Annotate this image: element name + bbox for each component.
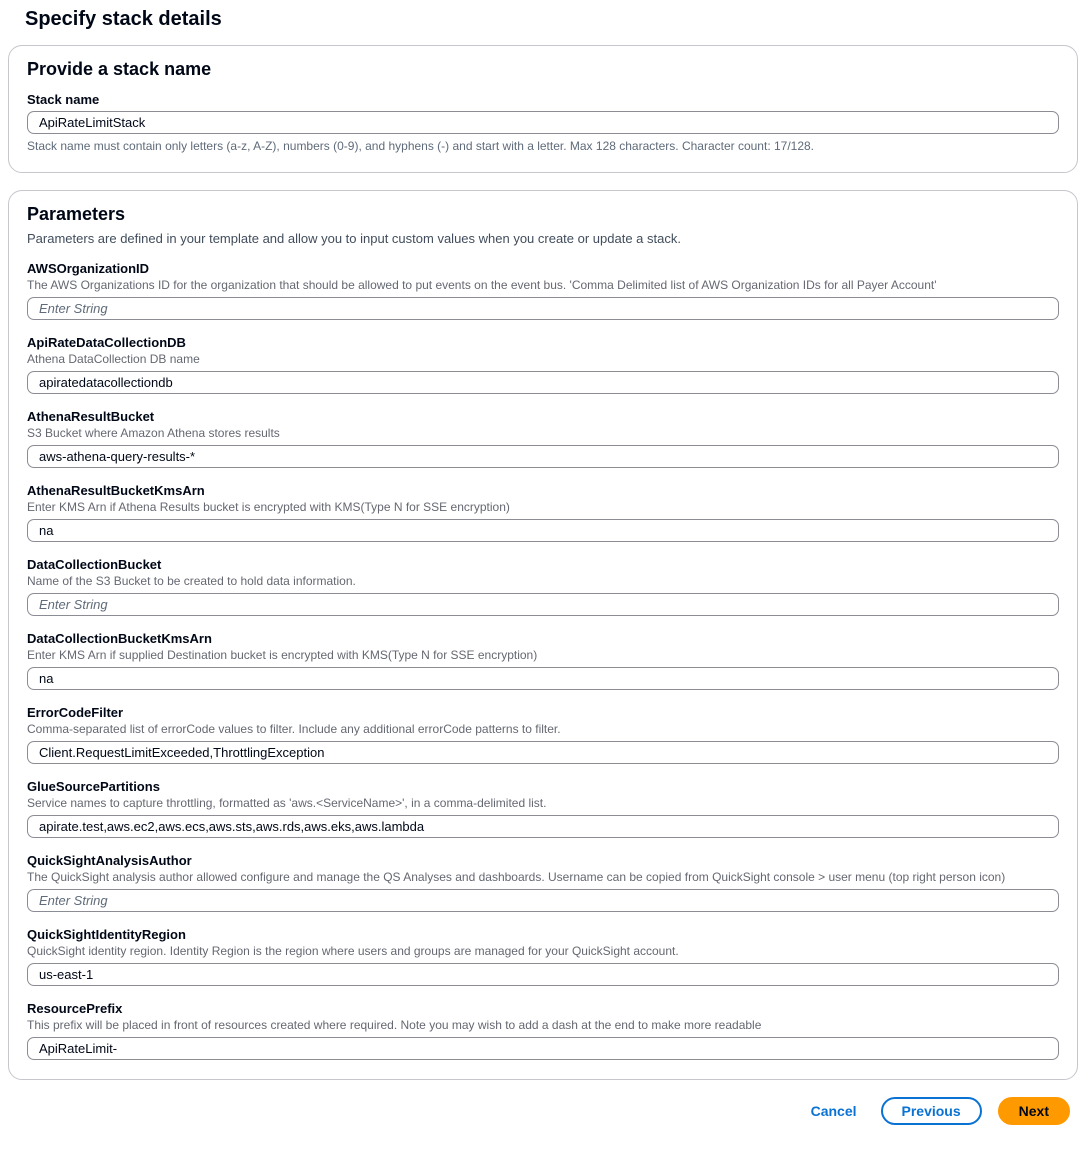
- parameter-name: AWSOrganizationID: [27, 261, 150, 276]
- parameter-field: [27, 705, 1059, 764]
- parameter-input[interactable]: [27, 371, 1059, 394]
- stack-name-help-text: Stack name must contain only letters (a-z, A-Z), numbers (0-9), and hyphens (-) and start with a letter. Max 128 characters. Character count: 17/128.: [27, 139, 815, 153]
- parameter-field: [27, 483, 1059, 542]
- parameter-input[interactable]: [27, 741, 1059, 764]
- parameter-description: Service names to capture throttling, formatted as 'aws.<ServiceName>', in a comma-delimited list.: [27, 796, 547, 810]
- parameter-name: AthenaResultBucketKmsArn: [27, 483, 205, 498]
- parameter-description: Enter KMS Arn if Athena Results bucket is encrypted with KMS(Type N for SSE encryption): [27, 500, 510, 514]
- stack-name-label: Stack name: [27, 92, 100, 107]
- parameter-name: QuickSightAnalysisAuthor: [27, 853, 192, 868]
- parameter-input[interactable]: [27, 815, 1059, 838]
- parameter-description: S3 Bucket where Amazon Athena stores results: [27, 426, 280, 440]
- parameter-description: This prefix will be placed in front of resources created where required. Note you may wish to add a dash at the end to make more readable: [27, 1018, 762, 1032]
- parameter-field: [27, 335, 1059, 394]
- parameter-field: [27, 409, 1059, 468]
- next-button[interactable]: Next: [998, 1097, 1070, 1125]
- parameter-description: Enter KMS Arn if supplied Destination bucket is encrypted with KMS(Type N for SSE encryption): [27, 648, 538, 662]
- cancel-button[interactable]: Cancel: [810, 1103, 857, 1119]
- parameter-description: QuickSight identity region. Identity Region is the region where users and groups are managed for your QuickSight account.: [27, 944, 679, 958]
- stack-name-card-heading: Provide a stack name: [27, 59, 212, 79]
- parameter-name: ApiRateDataCollectionDB: [27, 335, 186, 350]
- parameter-name: ResourcePrefix: [27, 1001, 123, 1016]
- parameter-name: GlueSourcePartitions: [27, 779, 160, 794]
- parameter-fields-list: [27, 261, 1059, 1060]
- parameter-description: Name of the S3 Bucket to be created to hold data information.: [27, 574, 356, 588]
- parameter-input[interactable]: [27, 889, 1059, 912]
- parameter-field: [27, 853, 1059, 912]
- parameters-card-description: Parameters are defined in your template and allow you to input custom values when you create or update a stack.: [27, 231, 681, 246]
- parameter-description: Athena DataCollection DB name: [27, 352, 200, 366]
- parameter-field: [27, 261, 1059, 320]
- parameter-name: ErrorCodeFilter: [27, 705, 124, 720]
- footer-actions: [0, 1097, 1070, 1125]
- parameter-field: [27, 779, 1059, 838]
- parameters-card: [8, 190, 1078, 1080]
- parameter-input[interactable]: [27, 1037, 1059, 1060]
- parameter-name: DataCollectionBucket: [27, 557, 162, 572]
- parameter-description: The AWS Organizations ID for the organization that should be allowed to put events on the event bus. 'Comma Delimited list of AWS Organization IDs for all Payer Account': [27, 278, 937, 292]
- parameter-field: [27, 631, 1059, 690]
- parameter-input[interactable]: [27, 519, 1059, 542]
- parameter-name: QuickSightIdentityRegion: [27, 927, 186, 942]
- parameter-field: [27, 927, 1059, 986]
- parameter-name: AthenaResultBucket: [27, 409, 155, 424]
- previous-button[interactable]: Previous: [881, 1097, 982, 1125]
- parameter-input[interactable]: [27, 963, 1059, 986]
- parameter-input[interactable]: [27, 593, 1059, 616]
- parameter-input[interactable]: [27, 297, 1059, 320]
- parameter-description: The QuickSight analysis author allowed configure and manage the QS Analyses and dashboards. Username can be copied from QuickSight console > user menu (top right person icon): [27, 870, 1006, 884]
- stack-name-input[interactable]: [27, 111, 1059, 134]
- parameters-card-heading: Parameters: [27, 204, 126, 224]
- parameter-field: [27, 1001, 1059, 1060]
- page-title: Specify stack details: [25, 8, 222, 30]
- parameter-name: DataCollectionBucketKmsArn: [27, 631, 212, 646]
- parameter-description: Comma-separated list of errorCode values to filter. Include any additional errorCode patterns to filter.: [27, 722, 561, 736]
- parameter-input[interactable]: [27, 667, 1059, 690]
- stack-name-card: [8, 45, 1078, 173]
- parameter-field: [27, 557, 1059, 616]
- parameter-input[interactable]: [27, 445, 1059, 468]
